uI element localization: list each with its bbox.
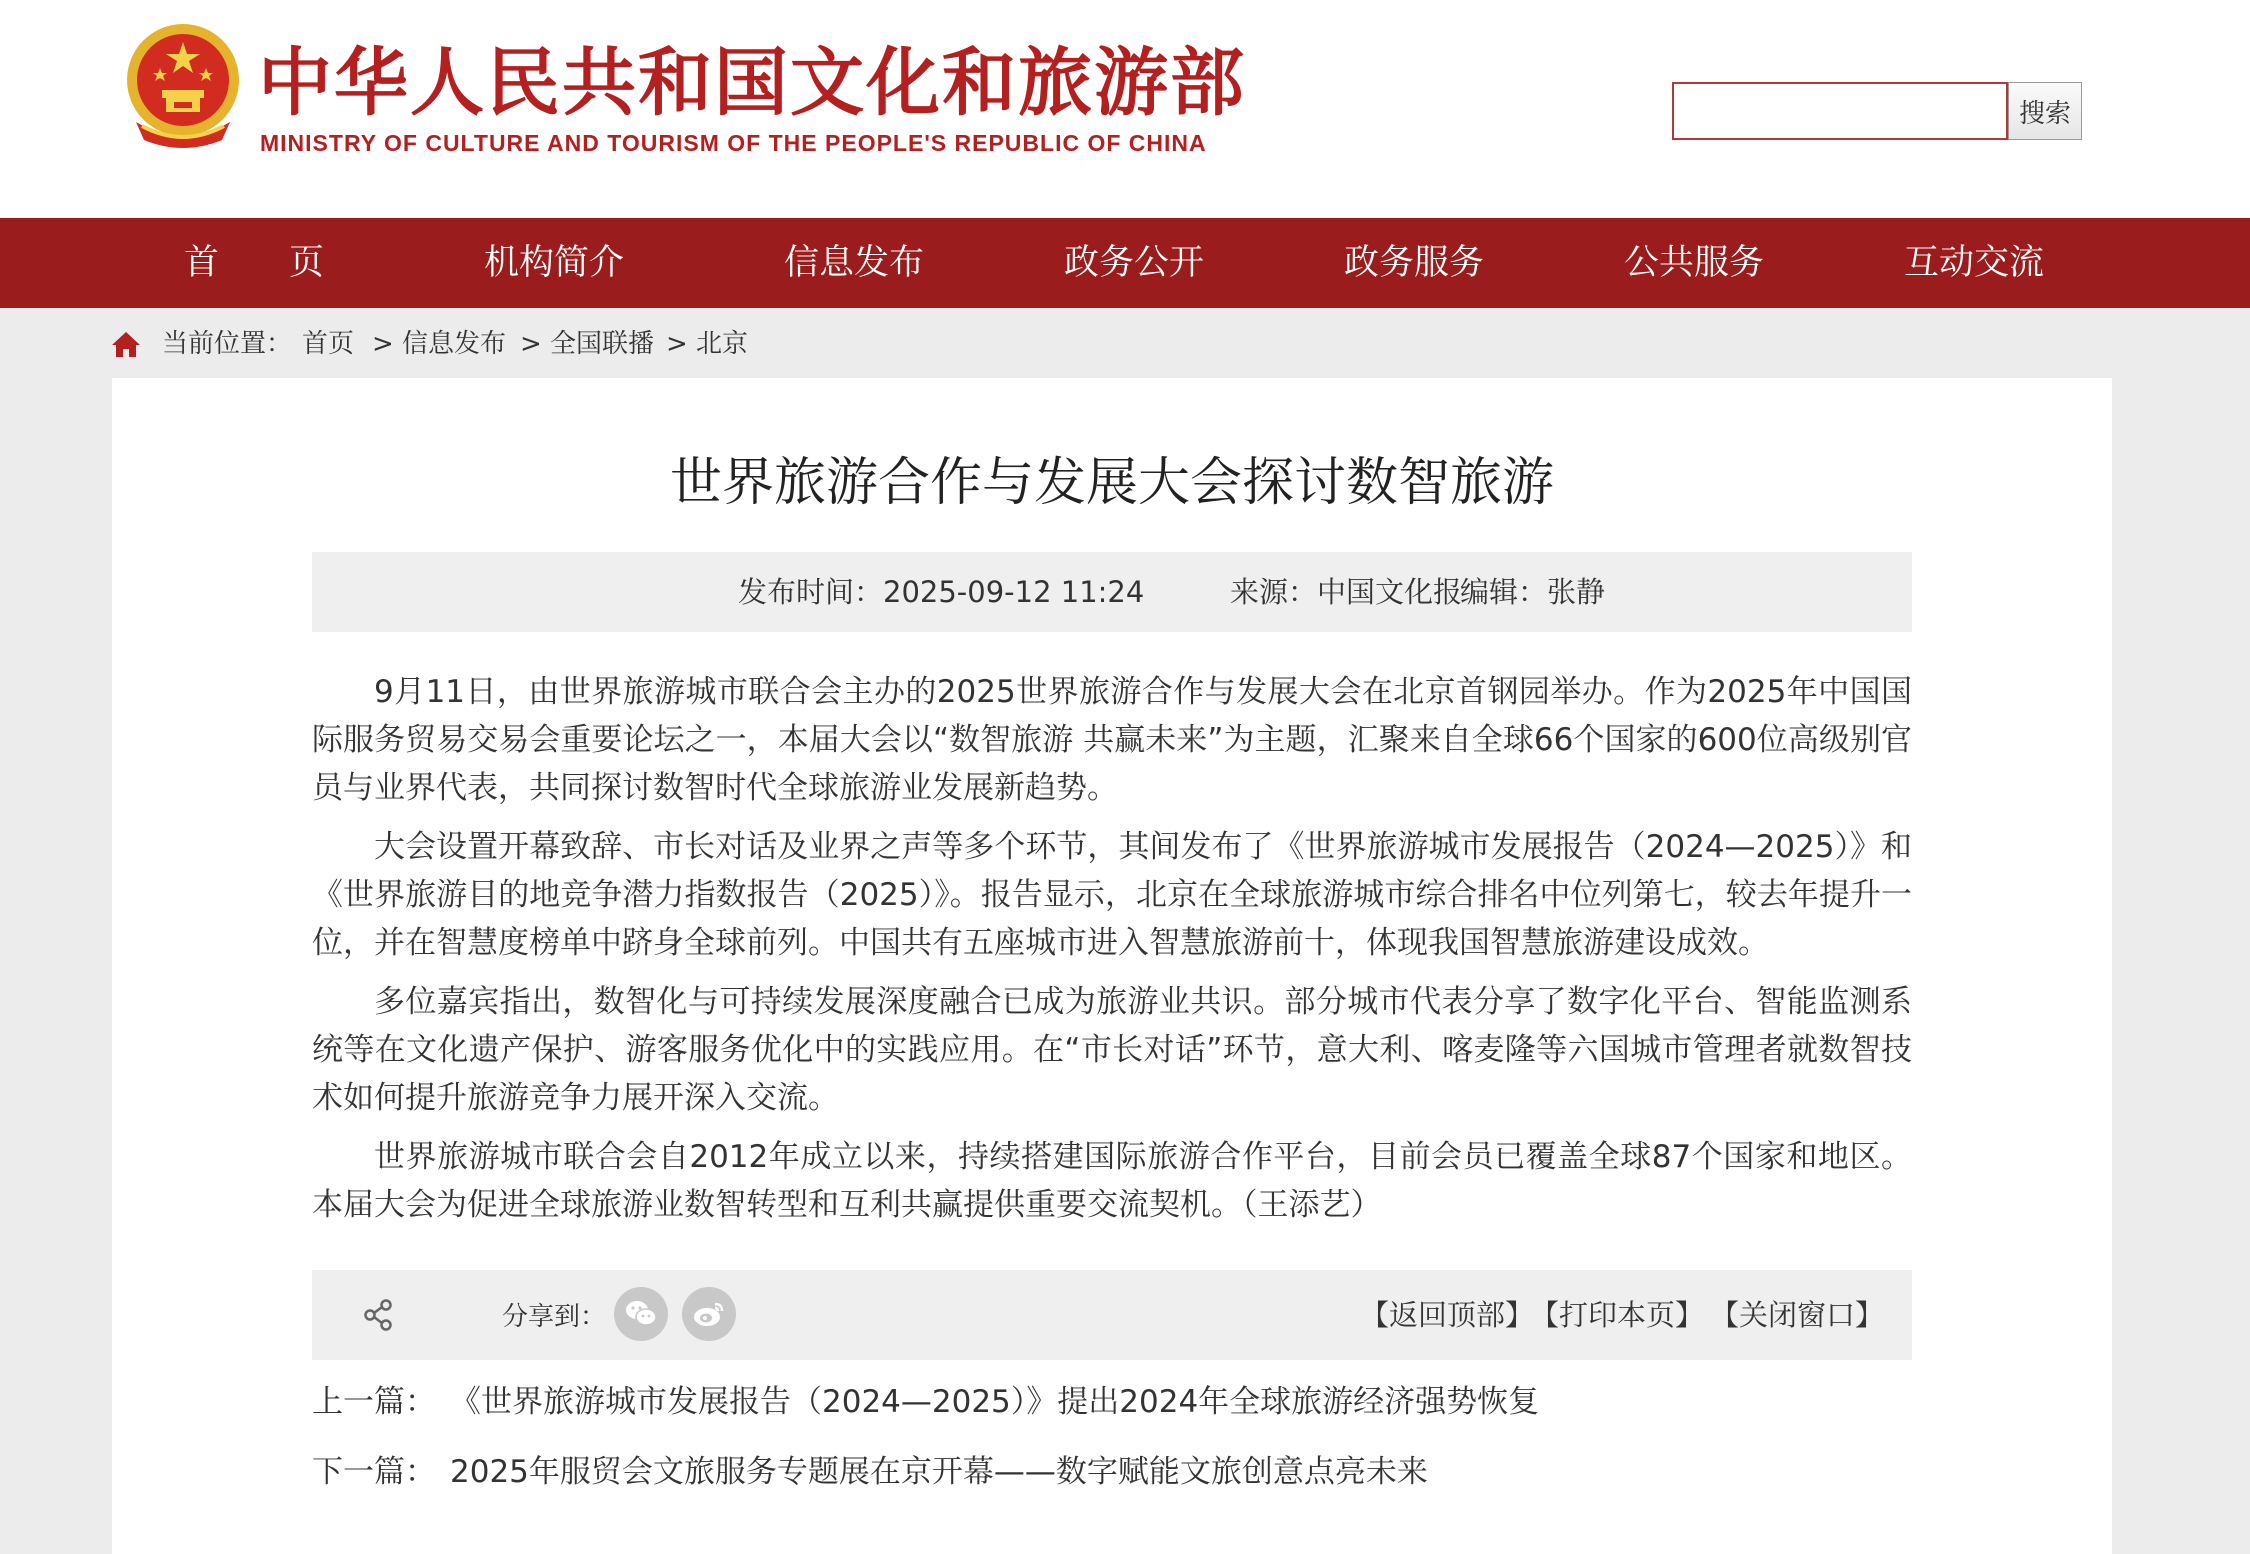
breadcrumb-national[interactable]: > 全国联播 <box>520 329 655 359</box>
article-title: 世界旅游合作与发展大会探讨数智旅游 <box>669 453 1554 513</box>
nav-item-public-services[interactable]: 公共服务 <box>1624 243 1765 283</box>
article-paragraph: 大会设置开幕致辞、市长对话及业界之声等多个环节，其间发布了《世界旅游城市发展报告（2024—2025）》和《世界旅游目的地竞争潜力指数报告（2025）》。报告显示，北京在全球旅游城市综合排名中位列第七，较去年提升一位，并在智慧度榜单中跻身全球前列。中国共有五座城市进入智慧旅游前十，体现我国智慧旅游建设成效。 <box>312 829 1912 961</box>
national-emblem-icon <box>122 22 244 154</box>
article-source: 来源：中国文化报 <box>1230 575 1463 609</box>
article-paragraph: 多位嘉宾指出，数智化与可持续发展深度融合已成为旅游业共识。部分城市代表分享了数字化平台、智能监测系统等在文化遗产保护、游客服务优化中的实践应用。在“市长对话”环节，意大利、喀麦隆等六国城市管理者就数智技术如何提升旅游竞争力展开深入交流。 <box>312 984 1912 1116</box>
next-article-link[interactable]: 2025年服贸会文旅服务专题展在京开幕——数字赋能文旅创意点亮未来 <box>450 1454 1428 1490</box>
article-meta <box>312 552 1912 632</box>
next-label: 下一篇： <box>312 1454 436 1490</box>
home-icon <box>110 328 142 360</box>
site-title-cn[interactable]: 中华人民共和国文化和旅游部 <box>258 40 1246 126</box>
nav-item-home[interactable]: 首 页 <box>184 243 325 283</box>
article-paragraph: 世界旅游城市联合会自2012年成立以来，持续搭建国际旅游合作平台，目前会员已覆盖全球87个国家和地区。本届大会为促进全球旅游业数智转型和互利共赢提供重要交流契机。（王添艺） <box>312 1139 1912 1223</box>
weibo-icon[interactable] <box>682 1287 736 1341</box>
nav-item-gov-services[interactable]: 政务服务 <box>1344 243 1485 283</box>
close-window-link[interactable]: 【关闭窗口】 <box>1710 1298 1885 1332</box>
main-nav <box>0 218 2250 308</box>
share-label: 分享到： <box>502 1302 607 1332</box>
breadcrumb-label: 当前位置： <box>162 329 293 359</box>
article-editor: 编辑：张静 <box>1460 575 1606 609</box>
prev-label: 上一篇： <box>312 1384 436 1420</box>
prev-article-link[interactable]: 《世界旅游城市发展报告（2024—2025）》提出2024年全球旅游经济强势恢复 <box>450 1384 1540 1420</box>
breadcrumb-news[interactable]: > 信息发布 <box>372 329 507 359</box>
prev-article <box>312 1378 1539 1426</box>
article-body <box>312 668 1912 1240</box>
share-icon[interactable] <box>362 1298 394 1332</box>
back-to-top-link[interactable]: 【返回顶部】 <box>1360 1298 1535 1332</box>
article-panel <box>112 378 2112 1554</box>
nav-item-about[interactable]: 机构简介 <box>484 243 625 283</box>
publish-time: 发布时间：2025-09-12 11:24 <box>738 575 1145 609</box>
wechat-icon[interactable] <box>614 1287 668 1341</box>
nav-item-gov-affairs[interactable]: 政务公开 <box>1064 243 1205 283</box>
breadcrumb-home[interactable]: 首页 <box>302 329 355 359</box>
site-title-en[interactable]: MINISTRY OF CULTURE AND TOURISM OF THE PEOPLE'S REPUBLIC OF CHINA <box>260 130 1207 156</box>
breadcrumb-beijing[interactable]: > 北京 <box>666 329 749 359</box>
print-page-link[interactable]: 【打印本页】 <box>1530 1298 1705 1332</box>
next-article <box>312 1448 1428 1496</box>
search-input[interactable] <box>1672 82 2008 140</box>
share-bar <box>312 1270 1912 1360</box>
article-paragraph: 9月11日，由世界旅游城市联合会主办的2025世界旅游合作与发展大会在北京首钢园举办。作为2025年中国国际服务贸易交易会重要论坛之一，本届大会以“数智旅游 共赢未来”为主题，汇聚来自全球66个国家的600位高级别官员与业界代表，共同探讨数智时代全球旅游业发展新趋势。 <box>312 674 1912 806</box>
site-header <box>0 0 2250 218</box>
nav-item-interaction[interactable]: 互动交流 <box>1904 243 2045 283</box>
nav-item-news[interactable]: 信息发布 <box>784 243 925 283</box>
search-button[interactable]: 搜索 <box>2008 82 2082 140</box>
